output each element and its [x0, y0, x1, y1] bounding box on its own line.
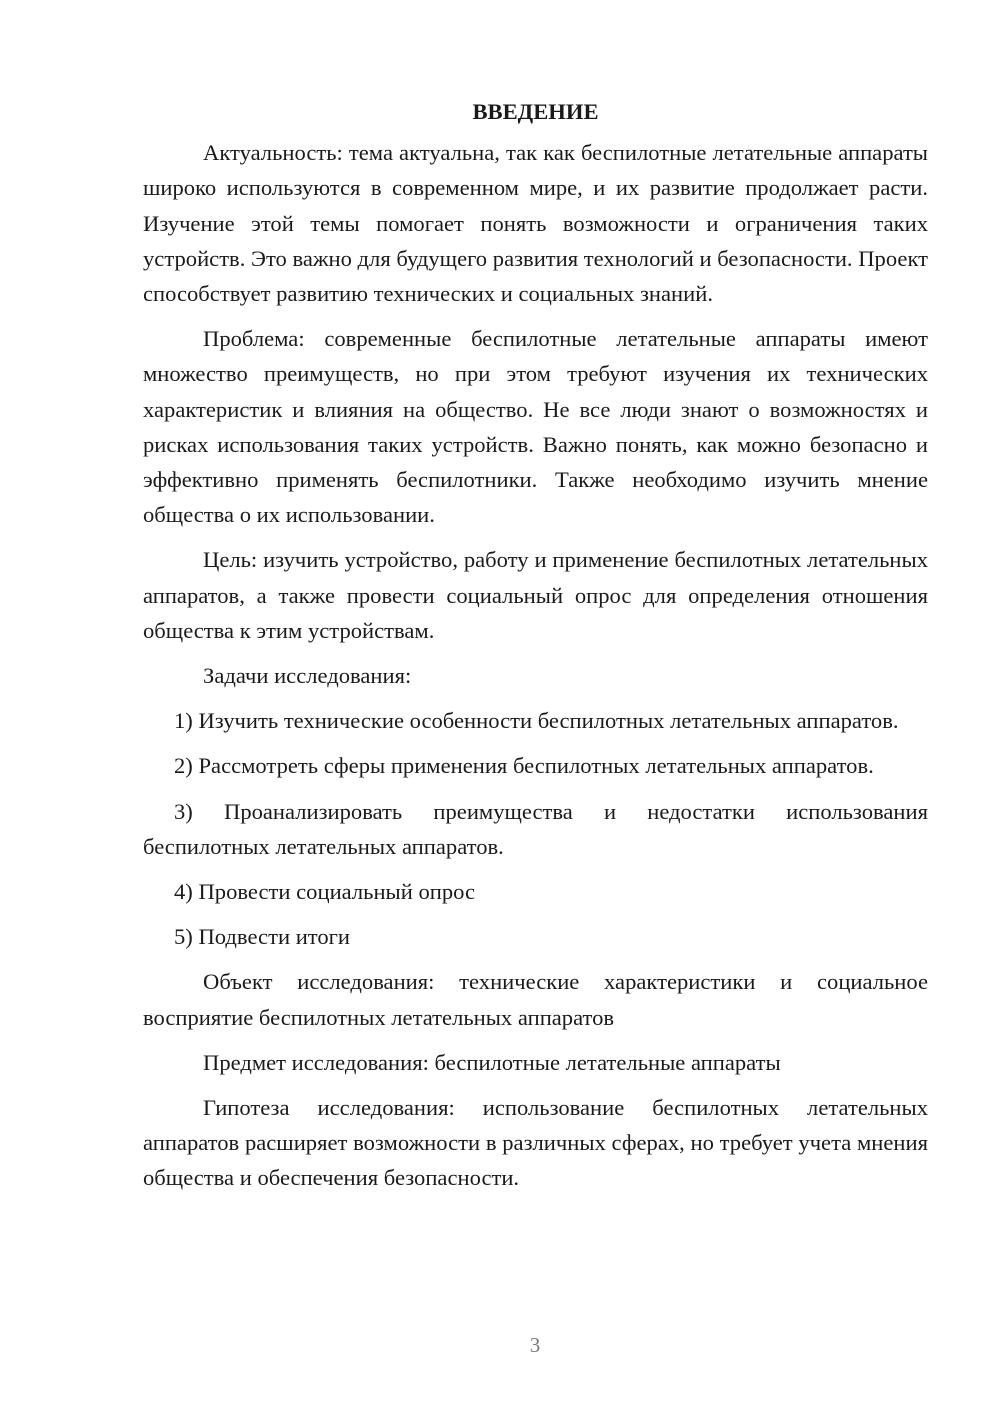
problem-paragraph: Проблема: современные беспилотные летательные аппараты имеют множество преимуществ, но при этом требуют изучения их технических характеристик и влияния на общество. Не все люди знают о возможностях и рисках использования таких устройств. Важно понять, как можно безопасно и эффективно применять беспилотники. Также необходимо изучить мнение общества о их использовании.	[143, 326, 928, 528]
tasks-heading: Задачи исследования:	[203, 663, 412, 689]
task-item-1: 1) Изучить технические особенности беспилотных летательных аппаратов.	[174, 708, 899, 734]
task-item-2: 2) Рассмотреть сферы применения беспилотных летательных аппаратов.	[174, 753, 874, 779]
hypothesis-paragraph: Гипотеза исследования: использование беспилотных летательных аппаратов расширяет возможности в различных сферах, но требует учета мнения общества и обеспечения безопасности.	[143, 1095, 928, 1191]
task-item-5: 5) Подвести итоги	[174, 924, 351, 950]
goal-paragraph: Цель: изучить устройство, работу и применение беспилотных летательных аппаратов, а также провести социальный опрос для определения отношения общества к этим устройствам.	[143, 547, 928, 643]
subject-paragraph: Предмет исследования: беспилотные летательные аппараты	[203, 1049, 781, 1075]
page-number: 3	[529, 1333, 541, 1357]
object-paragraph: Объект исследования: технические характеристики и социальное восприятие беспилотных летательных аппаратов	[143, 969, 928, 1030]
task-item-3: 3) Проанализировать преимущества и недостатки использования беспилотных летательных аппаратов.	[143, 798, 928, 859]
page-content	[143, 94, 928, 1206]
section-title: ВВЕДЕНИЕ	[472, 99, 599, 124]
relevance-paragraph: Актуальность: тема актуальна, так как беспилотные летательные аппараты широко используются в современном мире, и их развитие продолжает расти. Изучение этой темы помогает понять возможности и ограничения таких устройств. Это важно для будущего развития технологий и безопасности. Проект способствует развитию технических и социальных знаний.	[143, 140, 928, 307]
task-item-4: 4) Провести социальный опрос	[174, 879, 476, 905]
